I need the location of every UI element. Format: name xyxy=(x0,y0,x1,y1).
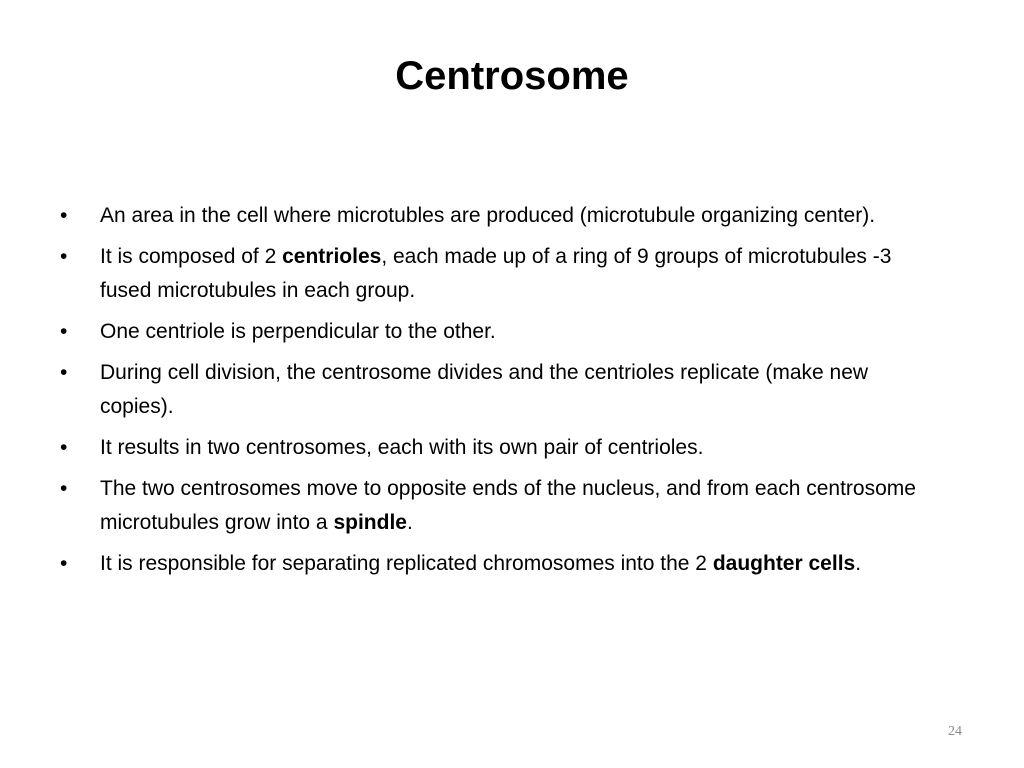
bullet-segment: One centriole is perpendicular to the other. xyxy=(100,320,496,343)
bullet-text xyxy=(100,552,861,575)
bullet-segment: The two centrosomes move to opposite ends of the nucleus, and from each centrosome microtubules grow into a xyxy=(100,477,916,534)
page-number: 24 xyxy=(948,724,962,739)
bullet-text xyxy=(100,320,496,343)
bullet-dot-icon: • xyxy=(60,477,68,500)
bullet-text xyxy=(100,204,875,227)
bullet-text xyxy=(100,477,916,534)
bullet-item xyxy=(60,240,940,308)
bullet-item xyxy=(60,472,940,540)
slide-title: Centrosome xyxy=(395,54,629,98)
bullet-dot-icon: • xyxy=(60,204,68,227)
bullet-segment: It is responsible for separating replicated chromosomes into the 2 xyxy=(100,552,713,575)
bullet-item xyxy=(60,315,940,349)
bullet-item xyxy=(60,356,940,424)
bullet-segment: It results in two centrosomes, each with its own pair of centrioles. xyxy=(100,436,704,459)
bullet-segment: , each made up of a ring of 9 groups of microtubules -3 fused microtubules in each group. xyxy=(100,245,892,302)
bold-term-daughter-cells: daughter cells xyxy=(712,552,856,575)
bold-term-centrioles: centrioles xyxy=(282,245,382,268)
bold-term-spindle: spindle xyxy=(333,511,407,534)
bullet-dot-icon: • xyxy=(60,361,68,384)
bullet-segment: During cell division, the centrosome divides and the centrioles replicate (make new copies). xyxy=(100,361,869,418)
bullet-item xyxy=(60,199,940,233)
bullet-segment: . xyxy=(406,511,413,534)
bullet-item xyxy=(60,547,940,581)
bullet-dot-icon: • xyxy=(60,552,68,575)
bullet-list xyxy=(60,199,940,588)
bullet-text xyxy=(100,361,868,418)
bullet-segment: An area in the cell where microtubles are produced (microtubule organizing center). xyxy=(100,204,876,227)
bullet-dot-icon: • xyxy=(60,436,68,459)
bullet-item xyxy=(60,431,940,465)
bullet-segment: . xyxy=(855,552,862,575)
bullet-text xyxy=(100,436,703,459)
bullet-dot-icon: • xyxy=(60,245,68,268)
bullet-segment: It is composed of 2 xyxy=(100,245,283,268)
bullet-dot-icon: • xyxy=(60,320,68,343)
bullet-text xyxy=(100,245,891,302)
